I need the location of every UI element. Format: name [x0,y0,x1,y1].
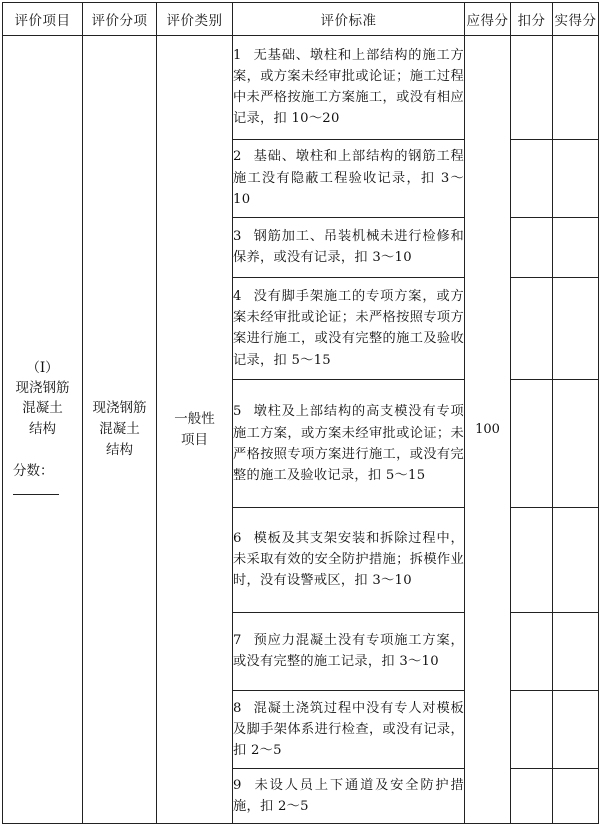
score-field [3,461,82,502]
criterion-text: 预应力混凝土没有专项施工方案，或没有完整的施工记录，扣 3～10 [233,633,464,670]
header-deduction: 扣分 [511,3,553,36]
project-line: 现浇钢筋 [15,380,70,396]
project-cell [3,36,83,824]
header-project: 评价项目 [3,3,83,36]
deduction-cell[interactable] [511,508,553,613]
criterion-1 [233,36,465,140]
header-category: 评价类别 [157,3,233,36]
evaluation-table [2,2,599,824]
criterion-number: 8 [233,700,242,716]
deduction-cell[interactable] [511,769,553,824]
score-label: 分数： [13,462,54,479]
criterion-9 [233,769,465,824]
actual-score-cell[interactable] [553,139,599,217]
actual-score-cell[interactable] [553,769,599,824]
header-criteria: 评价标准 [233,3,465,36]
score-blank[interactable] [13,481,59,495]
sub-item-line: 结构 [106,441,133,458]
category-line: 项目 [181,431,208,448]
header-sub-item: 评价分项 [83,3,157,36]
criterion-text: 墩柱及上部结构的高支模没有专项施工方案，或方案未经审批或论证；未严格按照专项方案进行施工，或没有完整的施工及验收记录，扣 5～15 [233,404,464,483]
deduction-cell[interactable] [511,277,553,380]
criterion-5 [233,380,465,508]
sub-item-cell [83,36,157,824]
header-actual-score: 实得分 [553,3,599,36]
criterion-text: 基础、墩柱和上部结构的钢筋工程施工没有隐蔽工程验收记录，扣 3～10 [233,149,464,207]
criterion-number: 7 [233,633,242,649]
criterion-text: 未设人员上下通道及安全防护措施，扣 2～5 [233,777,464,815]
deduction-cell[interactable] [511,139,553,217]
criterion-number: 4 [233,289,242,305]
criterion-number: 2 [233,149,242,165]
actual-score-cell[interactable] [553,508,599,613]
criterion-number: 5 [233,404,242,420]
deduction-cell[interactable] [511,690,553,768]
criterion-4 [233,277,465,380]
deduction-cell[interactable] [511,217,553,277]
header-full-score: 应得分 [465,3,511,36]
header-row [3,3,599,36]
full-score-cell: 100 [465,36,511,824]
criterion-number: 3 [233,229,242,245]
criterion-text: 没有脚手架施工的专项方案，或方案未经审批或论证；未严格按照专项方案进行施工，或没有完整的施工及验收记录，扣 5～15 [233,289,464,368]
criterion-text: 无基础、墩柱和上部结构的施工方案，或方案未经审批或论证；施工过程中未严格按施工方案施工，或没有相应记录，扣 10～20 [233,48,464,127]
criterion-text: 混凝土浇筑过程中没有专人对模板及脚手架体系进行检查，或没有记录，扣 2～5 [233,700,464,759]
actual-score-cell[interactable] [553,36,599,140]
sub-item-line: 现浇钢筋 [92,400,147,417]
criterion-6 [233,508,465,613]
deduction-cell[interactable] [511,612,553,690]
category-line: 一般性 [174,410,215,427]
criterion-text: 模板及其支架安装和拆除过程中，未采取有效的安全防护措施；拆模作业时，没有设警戒区，扣 3～10 [233,531,464,589]
project-line: （Ⅰ） [26,359,59,376]
actual-score-cell[interactable] [553,612,599,690]
criterion-8 [233,690,465,768]
project-line: 混凝土 [22,400,63,417]
criterion-number: 9 [233,777,242,793]
deduction-cell[interactable] [511,380,553,508]
actual-score-cell[interactable] [553,217,599,277]
criterion-text: 钢筋加工、吊装机械未进行检修和保养，或没有记录，扣 3～10 [233,229,464,266]
actual-score-cell[interactable] [553,690,599,768]
criterion-3 [233,217,465,277]
actual-score-cell[interactable] [553,277,599,380]
sub-item-line: 混凝土 [99,421,140,438]
criterion-2 [233,139,465,217]
project-line: 结构 [29,420,56,437]
criterion-7 [233,612,465,690]
criterion-number: 1 [233,48,242,64]
criterion-number: 6 [233,531,242,547]
deduction-cell[interactable] [511,36,553,140]
category-cell [157,36,233,824]
actual-score-cell[interactable] [553,380,599,508]
table-row [3,36,599,140]
